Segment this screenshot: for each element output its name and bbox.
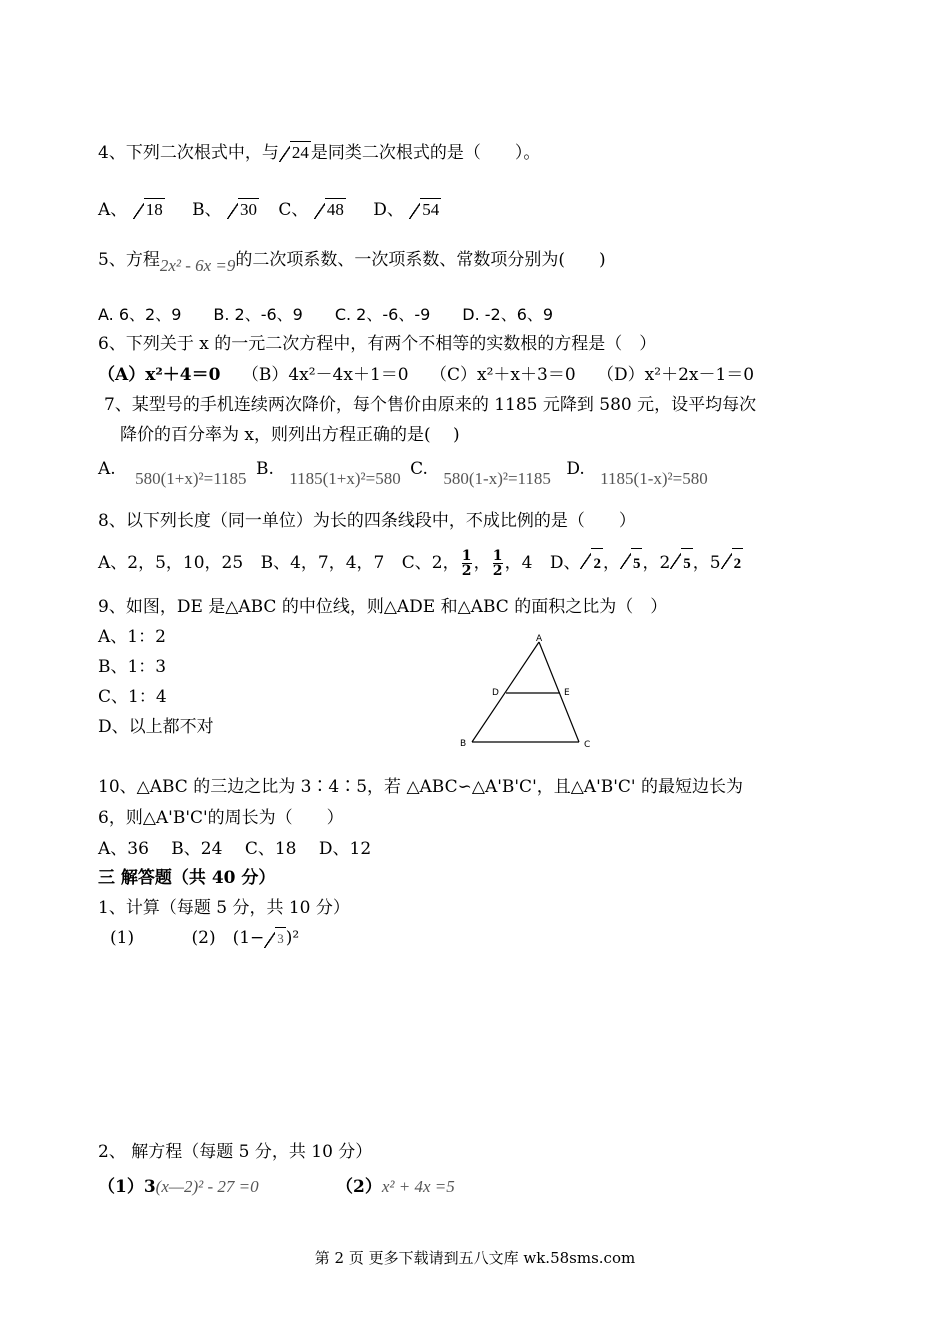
q8-stem: 8、以下列长度（同一单位）为长的四条线段中，不成比例的是（ ） [98, 511, 636, 531]
q9-opt-a: A、1：2 [98, 627, 166, 647]
q10-line2: 6，则△A'B'C'的周长为（ ） [98, 808, 344, 828]
q7-opt-b-label: B. [255, 459, 274, 479]
problem-2-parts [98, 1176, 455, 1198]
problem-2-sub1-expr: (x—2)² - 27 =0 [155, 1177, 259, 1196]
side-ab [472, 642, 539, 742]
problem-2-sub1-label: （1）3 [98, 1177, 156, 1197]
q8-d-radical-2: 5 [620, 548, 643, 579]
q7-opt-d-label: D. [566, 459, 585, 479]
q8-d-radical-3: 5 [670, 548, 693, 579]
label-a: A [536, 634, 543, 644]
side-ac [539, 642, 579, 742]
q9-opt-d: D、以上都不对 [98, 717, 214, 737]
problem-1: 1、计算（每题 5 分，共 10 分） [98, 898, 350, 918]
q6-stem: 6、下列关于 x 的一元二次方程中，有两个不相等的实数根的方程是（ ） [98, 334, 657, 354]
q5-equation: 2x² - 6x =9 [159, 256, 236, 275]
q7-opt-a-label: A. [98, 459, 116, 479]
q5-options: A. 6、2、9 B. 2、-6、9 C. 2、-6、-9 D. -2、6、9 [98, 305, 554, 324]
q6-opt-d: （D）x²＋2x－1＝0 [597, 365, 755, 385]
problem-1-sub1: (1) [110, 928, 135, 948]
q9-stem: 9、如图，DE 是△ABC 的中位线，则△ADE 和△ABC 的面积之比为（ ） [98, 597, 668, 617]
q4-radical: 24 [279, 141, 311, 164]
q7-opt-d-expr: 1185(1-x)²=580 [600, 469, 708, 488]
triangle-diagram [455, 630, 605, 750]
problem-1-parts [110, 927, 299, 950]
q4-opt-a-radical: 18 [133, 198, 165, 221]
label-c: C [584, 740, 591, 750]
q7-options [98, 458, 708, 488]
label-e: E [564, 688, 570, 698]
q8-d-coef-3: 2 [659, 553, 671, 573]
q8-d-coef-4: 5 [709, 553, 721, 573]
problem-1-sub2-b: )² [285, 928, 300, 948]
problem-2: 2、 解方程（每题 5 分，共 10 分） [98, 1142, 373, 1162]
q8-options: A、2，5，10，25 B、4，7，4，7 C、2， $\frac{1}{2}$ ， $\frac{1}{2}$ ，4 D、 2 ， 5 ，2 5 ，5 2 [98, 548, 742, 579]
q10-options: A、36 B、24 C、18 D、12 [98, 839, 372, 859]
label-b: B [460, 739, 467, 749]
q9-opt-b: B、1：3 [98, 657, 167, 677]
page-footer: 第 2 页 更多下载请到五八文库 wk.58sms.com [314, 1249, 636, 1267]
q4-stem [98, 141, 540, 164]
q4-options [98, 198, 441, 221]
q4-opt-c-label: C、 [278, 200, 309, 220]
section-title: 三 解答题（共 40 分） [98, 868, 276, 888]
q5-stem-a: 5、方程 [98, 250, 160, 270]
q4-stem-b: 是同类二次根式的是（ ）。 [310, 143, 541, 163]
q4-opt-b-label: B、 [192, 200, 222, 220]
q4-opt-d-radical: 54 [409, 198, 441, 221]
q4-opt-d-label: D、 [373, 200, 404, 220]
problem-2-sub2-label: （2） [336, 1177, 382, 1197]
q8-d-radical-4: 2 [721, 548, 744, 579]
q7-opt-b-expr: 1185(1+x)²=580 [289, 469, 401, 488]
q6-opt-c: （C）x²＋x＋3＝0 [430, 365, 576, 385]
q8-opt-a: A、2，5，10，25 [98, 553, 244, 573]
q8-fraction-1: $\frac{1}{2}$ [461, 548, 472, 579]
q4-stem-a: 4、下列二次根式中，与 [98, 143, 279, 163]
q7-opt-c-expr: 580(1-x)²=1185 [443, 469, 551, 488]
q7-line2: 降价的百分率为 x，则列出方程正确的是( ) [120, 425, 460, 445]
q4-opt-a-label: A、 [98, 200, 128, 220]
q5-stem [98, 249, 606, 275]
q7-opt-a-expr: 580(1+x)²=1185 [135, 469, 247, 488]
q6-opt-b: （B）4x²－4x＋1＝0 [241, 365, 409, 385]
q9-opt-c: C、1：4 [98, 687, 167, 707]
problem-2-sub2-expr: x² + 4x =5 [381, 1177, 455, 1196]
q7-opt-c-label: C. [410, 459, 428, 479]
q6-options [98, 364, 754, 386]
problem-1-sub2-radical: 3 [264, 927, 286, 950]
q8-opt-c-a: C、2， [401, 553, 460, 573]
q7-line1: 7、某型号的手机连续两次降价，每个售价由原来的 1185 元降到 580 元，设平均每次 [104, 395, 757, 415]
label-d: D [492, 688, 499, 698]
q8-d-radical-1: 2 [580, 548, 603, 579]
q8-opt-c-b: ，4 [504, 553, 533, 573]
q8-opt-d-label: D、 [549, 553, 581, 573]
q6-opt-a: （A）x²＋4＝0 [98, 365, 221, 385]
q8-opt-b: B、4，7，4，7 [260, 553, 385, 573]
q8-fraction-2: $\frac{1}{2}$ [492, 548, 503, 579]
q4-opt-c-radical: 48 [314, 198, 346, 221]
q4-opt-b-radical: 30 [227, 198, 259, 221]
problem-1-sub2-a: (2) (1− [191, 928, 265, 948]
q10-line1: 10、△ABC 的三边之比为 3∶4∶5，若 △ABC∽△A'B'C'，且△A'B'C' 的最短边长为 [98, 777, 744, 797]
q5-stem-b: 的二次项系数、一次项系数、常数项分别为( ) [235, 250, 606, 270]
